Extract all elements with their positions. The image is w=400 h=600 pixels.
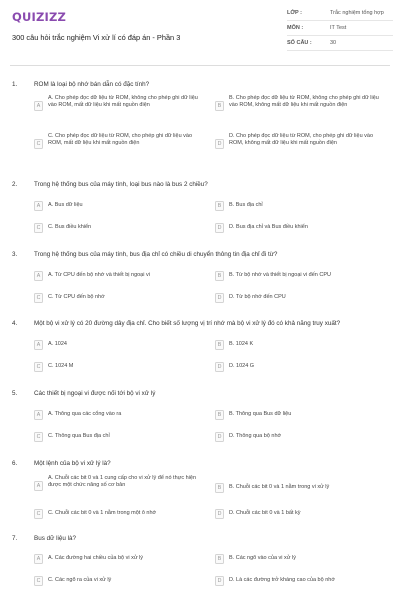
option-text: D. Thông qua bộ nhớ	[229, 433, 282, 439]
option-text: B. 1024 K	[229, 341, 254, 347]
option-text: D. Cho phép đọc dữ liệu từ ROM, cho phép ghi dữ liệu vào ROM, không mất dữ liệu khi mất nguồn điện	[229, 133, 374, 147]
option-letter-badge: C	[34, 223, 43, 233]
meta-value: IT Test	[330, 25, 347, 31]
quizizz-logo: QUIZIZZ	[12, 10, 67, 24]
option-letter-badge: D	[215, 432, 224, 442]
option-b[interactable]	[215, 551, 387, 567]
option-letter-badge: D	[215, 576, 224, 586]
question-number: 1.	[12, 81, 18, 88]
option-b[interactable]	[215, 95, 387, 117]
option-text: C. Bus điều khiển	[48, 224, 92, 230]
option-text: B. Cho phép đọc dữ liệu từ ROM, không cho phép ghi dữ liệu vào ROM, không mất dữ liệu khi mất nguồn điện	[229, 95, 379, 109]
worksheet-header	[0, 0, 400, 65]
option-letter-badge: B	[215, 483, 224, 493]
option-letter-badge: C	[34, 576, 43, 586]
option-text: A. Các đường hai chiều của bộ vi xử lý	[48, 555, 144, 561]
question-text: Một lệnh của bộ vi xử lý là?	[34, 460, 111, 467]
option-letter-badge: C	[34, 362, 43, 372]
option-letter-badge: D	[215, 223, 224, 233]
meta-row-subject	[287, 21, 393, 36]
option-text: B. Bus địa chỉ	[229, 202, 263, 208]
option-a[interactable]	[34, 95, 204, 117]
option-letter-badge: D	[215, 509, 224, 519]
option-letter-badge: C	[34, 293, 43, 303]
option-c[interactable]	[34, 359, 204, 375]
option-text: C. Thông qua Bus địa chỉ	[48, 433, 110, 439]
header-divider	[10, 65, 390, 66]
option-text: C. Từ CPU đến bộ nhớ	[48, 294, 105, 300]
option-d[interactable]	[215, 359, 387, 375]
option-d[interactable]	[215, 506, 387, 522]
option-text: D. Bus địa chỉ và Bus điều khiển	[229, 224, 308, 230]
option-c[interactable]	[34, 573, 204, 589]
option-c[interactable]	[34, 429, 204, 445]
meta-row-count	[287, 36, 393, 51]
option-text: A. Thông qua các cổng vào ra	[48, 411, 122, 417]
option-text: B. Thông qua Bus dữ liệu	[229, 411, 292, 417]
option-a[interactable]	[34, 268, 204, 284]
option-a[interactable]	[34, 551, 204, 567]
option-letter-badge: C	[34, 432, 43, 442]
option-c[interactable]	[34, 220, 204, 236]
question-number: 6.	[12, 460, 18, 467]
option-letter-badge: B	[215, 340, 224, 350]
option-letter-badge: A	[34, 340, 43, 350]
option-letter-badge: B	[215, 554, 224, 564]
option-c[interactable]	[34, 290, 204, 306]
option-b[interactable]	[215, 480, 387, 496]
option-letter-badge: D	[215, 293, 224, 303]
option-text: D. Là các đường trở kháng cao của bộ nhớ	[229, 577, 335, 583]
option-text: C. 1024 M	[48, 363, 74, 369]
option-b[interactable]	[215, 198, 387, 214]
question-text: Một bộ vi xử lý có 20 đường dây địa chỉ. Cho biết số lượng vị trí nhớ mà bộ vi xử lý đó có khả năng truy xuất?	[34, 320, 341, 327]
option-text: A. Bus dữ liệu	[48, 202, 83, 208]
option-d[interactable]	[215, 573, 387, 589]
option-a[interactable]	[34, 407, 204, 423]
meta-label: SỐ CÂU :	[287, 40, 312, 46]
option-letter-badge: D	[215, 139, 224, 149]
option-letter-badge: D	[215, 362, 224, 372]
option-letter-badge: C	[34, 509, 43, 519]
option-a[interactable]	[34, 198, 204, 214]
option-letter-badge: A	[34, 481, 43, 491]
option-b[interactable]	[215, 407, 387, 423]
question-number: 5.	[12, 390, 18, 397]
option-d[interactable]	[215, 133, 387, 155]
option-d[interactable]	[215, 220, 387, 236]
option-text: C. Cho phép đọc dữ liệu từ ROM, cho phép ghi dữ liệu vào ROM, mất dữ liệu khi mất nguồn điện	[48, 133, 193, 147]
question-number: 2.	[12, 181, 18, 188]
option-letter-badge: B	[215, 201, 224, 211]
question-text: Trong hệ thống bus của máy tính, loại bus nào là bus 2 chiều?	[34, 181, 208, 188]
option-text: B. Chuỗi các bit 0 và 1 nằm trong vi xử lý	[229, 484, 330, 490]
option-text: C. Chuỗi các bit 0 và 1 nằm trong một ô nhớ	[48, 510, 157, 516]
page-title: 300 câu hỏi trắc nghiệm Vi xử lí có đáp án - Phần 3	[12, 33, 181, 42]
option-letter-badge: B	[215, 410, 224, 420]
option-letter-badge: A	[34, 554, 43, 564]
meta-label: LỚP :	[287, 10, 302, 16]
option-letter-badge: A	[34, 201, 43, 211]
option-a[interactable]	[34, 337, 204, 353]
meta-value: Trắc nghiệm tổng hợp	[330, 10, 384, 16]
meta-table	[287, 6, 393, 51]
option-text: D. Từ bộ nhớ đến CPU	[229, 294, 286, 300]
option-text: D. Chuỗi các bit 0 và 1 bất kỳ	[229, 510, 301, 516]
meta-row-class	[287, 6, 393, 21]
option-letter-badge: B	[215, 101, 224, 111]
question-text: Bus dữ liệu là?	[34, 535, 77, 542]
option-text: A. Từ CPU đến bộ nhớ và thiết bị ngoại vi	[48, 272, 150, 278]
question-text: ROM là loại bộ nhớ bán dẫn có đặc tính?	[34, 81, 150, 88]
option-letter-badge: B	[215, 271, 224, 281]
option-text: A. Cho phép đọc dữ liệu từ ROM, không cho phép ghi dữ liệu vào ROM, mất dữ liệu khi mất nguồn điện	[48, 95, 198, 109]
option-b[interactable]	[215, 268, 387, 284]
option-letter-badge: A	[34, 271, 43, 281]
option-letter-badge: C	[34, 139, 43, 149]
option-c[interactable]	[34, 133, 204, 155]
option-text: B. Các ngõ vào của vi xử lý	[229, 555, 296, 561]
option-text: C. Các ngõ ra của vi xử lý	[48, 577, 112, 583]
question-text: Trong hệ thống bus của máy tính, bus địa chỉ có chiều di chuyển thông tin địa chỉ đi từ?	[34, 251, 278, 258]
option-a[interactable]	[34, 475, 204, 497]
question-number: 3.	[12, 251, 18, 258]
option-text: A. 1024	[48, 341, 67, 347]
option-d[interactable]	[215, 429, 387, 445]
option-text: B. Từ bộ nhớ và thiết bị ngoại vi đến CPU	[229, 272, 331, 278]
option-text: A. Chuỗi các bit 0 và 1 cung cấp cho vi xử lý để nó thực hiện được một chức năng số cơ bản	[48, 475, 197, 489]
option-letter-badge: A	[34, 101, 43, 111]
option-b[interactable]	[215, 337, 387, 353]
question-number: 7.	[12, 535, 18, 542]
question-number: 4.	[12, 320, 18, 327]
option-text: D. 1024 G	[229, 363, 255, 369]
option-d[interactable]	[215, 290, 387, 306]
meta-value: 30	[330, 40, 337, 46]
option-letter-badge: A	[34, 410, 43, 420]
meta-label: MÔN :	[287, 25, 304, 31]
question-text: Các thiết bị ngoại vi được nối tới bộ vi xử lý	[34, 390, 156, 397]
option-c[interactable]	[34, 506, 204, 522]
